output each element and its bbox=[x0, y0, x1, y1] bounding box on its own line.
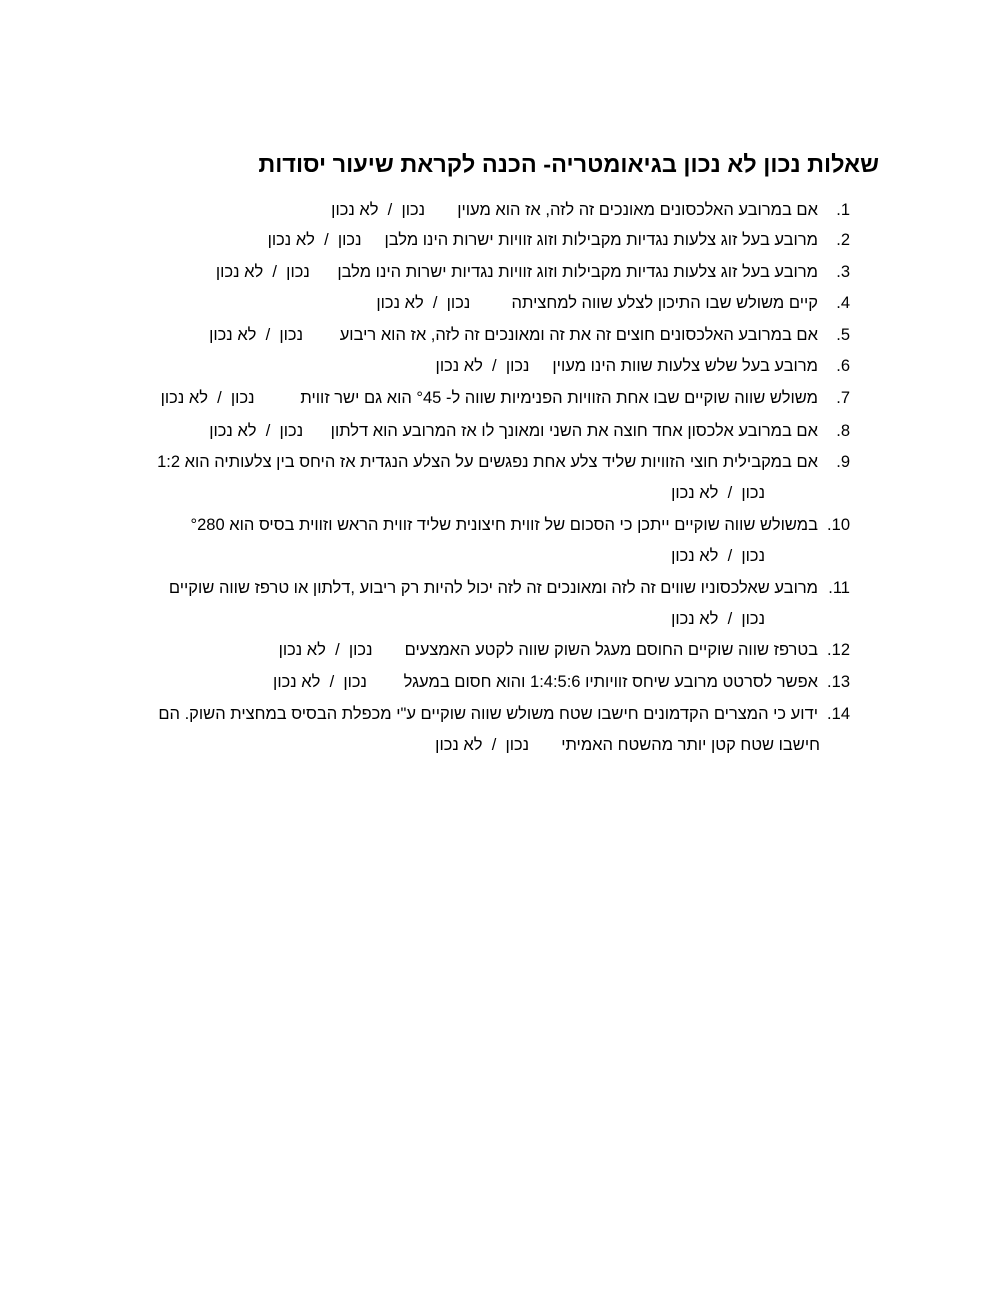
option-true[interactable]: נכון bbox=[741, 547, 765, 565]
option-true[interactable]: נכון bbox=[286, 263, 310, 281]
question-10-options bbox=[671, 546, 765, 566]
question-4 bbox=[376, 293, 850, 313]
option-separator: / bbox=[217, 389, 222, 407]
question-number: 2. bbox=[836, 231, 850, 249]
question-9-options bbox=[671, 483, 765, 503]
option-true[interactable]: נכון bbox=[279, 422, 304, 440]
question-text: קיים משולש שבו התיכון לצלע שווה למחציתה bbox=[511, 294, 818, 312]
option-separator: / bbox=[727, 547, 733, 565]
question-text: מרובע בעל זוג צלעות נגדיות מקבילות וזוג זוויות נגדיות ישרות הינו מלבן bbox=[337, 263, 818, 281]
option-false[interactable]: לא נכון bbox=[209, 422, 257, 440]
option-false[interactable]: לא נכון bbox=[273, 673, 321, 691]
option-separator: / bbox=[387, 201, 393, 219]
question-number: 8. bbox=[836, 422, 850, 440]
option-true[interactable]: נכון bbox=[343, 673, 367, 691]
option-false[interactable]: לא נכון bbox=[331, 201, 379, 219]
question-11-options bbox=[671, 609, 765, 629]
option-separator: / bbox=[432, 294, 438, 312]
option-separator: / bbox=[491, 736, 497, 754]
question-text: מרובע בעל שלש צלעות שוות הינו מעוין bbox=[552, 357, 818, 375]
option-true[interactable]: נכון bbox=[446, 294, 471, 312]
option-false[interactable]: לא נכון bbox=[671, 547, 719, 565]
option-true[interactable]: נכון bbox=[230, 389, 255, 407]
option-false[interactable]: לא נכון bbox=[435, 736, 483, 754]
question-number: 14. bbox=[827, 705, 850, 723]
option-true[interactable]: נכון bbox=[348, 641, 373, 659]
page-title: שאלות נכון לא נכון בגיאומטריה- הכנה לקראת שיעור יסודות bbox=[258, 151, 879, 177]
question-text: אם במרובע האלכסונים חוצים זה את זה ומאונכים זה לזה, אז הוא ריבוע bbox=[339, 326, 818, 344]
option-separator: / bbox=[335, 641, 340, 659]
question-1 bbox=[331, 200, 850, 220]
question-number: 13. bbox=[827, 673, 850, 691]
question-text: אם במקבילית חוצי הזוויות שליד צלע אחת נפגשים על הצלע הנגדית אז היחס בין צלעותיה הוא 1:2 bbox=[157, 453, 818, 471]
question-12 bbox=[279, 640, 850, 660]
question-5 bbox=[209, 325, 850, 345]
question-text: ידוע כי המצרים הקדמונים חישבו שטח משולש שווה שוקיים ע"י מכפלת הבסיס במחצית השוק. הם bbox=[158, 705, 818, 723]
option-false[interactable]: לא נכון bbox=[209, 326, 257, 344]
question-14-continuation bbox=[435, 735, 820, 755]
option-true[interactable]: נכון bbox=[279, 326, 304, 344]
option-separator: / bbox=[727, 484, 733, 502]
question-text: בטרפז שווה שוקיים החוסם מעגל השוק שווה לקטע האמצעים bbox=[404, 641, 818, 659]
question-text: משולש שווה שוקיים שבו אחת הזוויות הפנימיות שווה ל- °45 הוא גם ישר זווית bbox=[300, 389, 818, 407]
question-number: 4. bbox=[836, 294, 850, 312]
question-number: 10. bbox=[827, 516, 850, 534]
option-true[interactable]: נכון bbox=[505, 736, 530, 754]
option-true[interactable]: נכון bbox=[741, 610, 765, 628]
option-separator: / bbox=[265, 422, 271, 440]
option-false[interactable]: לא נכון bbox=[215, 263, 264, 281]
option-false[interactable]: לא נכון bbox=[671, 610, 719, 628]
question-text-cont: חישבו שטח קטן יותר מהשטח האמיתי bbox=[561, 736, 820, 754]
option-true[interactable]: נכון bbox=[741, 484, 765, 502]
question-number: 11. bbox=[828, 579, 850, 597]
question-10 bbox=[191, 515, 850, 535]
question-text: אם במרובע האלכסונים מאונכים זה לזה, אז הוא מעוין bbox=[457, 201, 818, 219]
question-7 bbox=[161, 388, 850, 408]
question-6 bbox=[436, 356, 850, 376]
option-true[interactable]: נכון bbox=[505, 357, 530, 375]
option-separator: / bbox=[272, 263, 277, 281]
option-separator: / bbox=[727, 610, 733, 628]
question-number: 5. bbox=[836, 326, 850, 344]
question-number: 12. bbox=[827, 641, 850, 659]
option-false[interactable]: לא נכון bbox=[267, 231, 315, 249]
question-number: 3. bbox=[836, 263, 850, 281]
question-11 bbox=[169, 578, 850, 598]
question-number: 9. bbox=[836, 453, 850, 471]
question-14 bbox=[158, 704, 850, 724]
option-separator: / bbox=[329, 673, 335, 691]
question-text: במשולש שווה שוקיים ייתכן כי הסכום של זווית חיצונית שליד זווית הראש וזווית בסיס הוא °280 bbox=[190, 516, 818, 534]
option-separator: / bbox=[265, 326, 271, 344]
question-2 bbox=[268, 230, 850, 250]
question-text: אפשר לסרטט מרובע שיחס זוויותיו 1:4:5:6 והוא חסום במעגל bbox=[403, 673, 818, 691]
question-9 bbox=[157, 452, 850, 472]
question-3 bbox=[216, 262, 850, 282]
question-13 bbox=[273, 672, 850, 692]
option-separator: / bbox=[324, 231, 329, 249]
question-number: 6. bbox=[836, 357, 850, 375]
question-text: מרובע שאלכסוניו שווים זה לזה ומאונכים זה לזה יכול להיות רק ריבוע ,דלתון או טרפז שווה שוקיים bbox=[168, 579, 818, 597]
option-false[interactable]: לא נכון bbox=[376, 294, 424, 312]
option-true[interactable]: נכון bbox=[401, 201, 426, 219]
question-number: 1. bbox=[836, 201, 850, 219]
question-text: מרובע בעל זוג צלעות נגדיות מקבילות וזוג זוויות ישרות הינו מלבן bbox=[384, 231, 818, 249]
option-true[interactable]: נכון bbox=[337, 231, 362, 249]
question-text: אם במרובע אלכסון אחד חוצה את השני ומאונך לו אז המרובע הוא דלתון bbox=[330, 422, 818, 440]
option-separator: / bbox=[492, 357, 497, 375]
option-false[interactable]: לא נכון bbox=[435, 357, 483, 375]
option-false[interactable]: לא נכון bbox=[671, 484, 719, 502]
option-false[interactable]: לא נכון bbox=[160, 389, 208, 407]
option-false[interactable]: לא נכון bbox=[278, 641, 326, 659]
question-number: 7. bbox=[836, 389, 850, 407]
question-8 bbox=[209, 421, 850, 441]
